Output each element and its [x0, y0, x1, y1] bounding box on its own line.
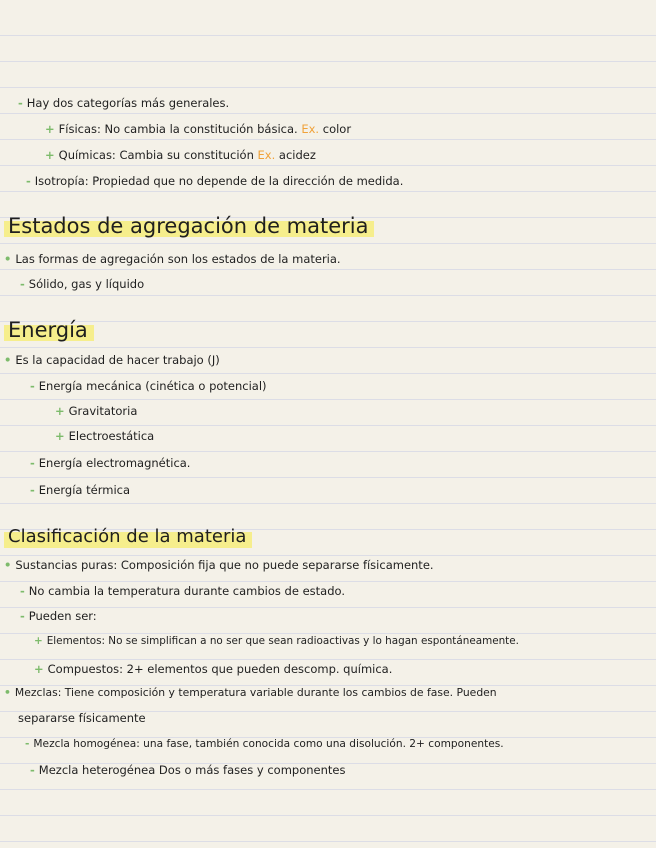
example-marker: Ex.: [301, 122, 320, 136]
note-line-definicion: [4, 352, 220, 368]
dash-bullet: -: [30, 456, 35, 470]
note-line-homogenea: [25, 736, 504, 752]
dash-bullet: -: [30, 379, 35, 393]
heterogenea-text: Mezcla heterogénea Dos o más fases y componentes: [38, 763, 346, 777]
mecanica-text: Energía mecánica (cinética o potencial): [38, 379, 267, 393]
note-line-general: [18, 95, 229, 111]
note-line-mezclas: [4, 685, 497, 701]
quimicas-text: Cambia su constitución: [119, 148, 254, 162]
note-line-no-cambia: [20, 583, 345, 599]
fisicas-label: Físicas:: [58, 122, 101, 136]
dot-bullet: •: [4, 686, 11, 699]
note-line-formas: [4, 251, 341, 267]
heading-energia: Energía: [4, 317, 94, 343]
example-marker: Ex.: [257, 148, 276, 162]
electromagnetica-text: Energía electromagnética.: [38, 456, 191, 470]
dash-bullet: -: [30, 483, 35, 497]
note-line-electroestatica: [55, 428, 154, 444]
mezclas-cont-text: separarse físicamente: [18, 711, 146, 725]
dash-bullet: -: [30, 763, 35, 777]
note-line-isotropia: [26, 173, 403, 189]
dash-bullet: -: [20, 277, 25, 291]
note-line-mecanica: [30, 378, 267, 394]
dash-bullet: -: [20, 584, 25, 598]
plus-bullet: +: [45, 148, 55, 162]
gravitatoria-text: Gravitatoria: [68, 404, 138, 418]
tipos-text: Sólido, gas y líquido: [28, 277, 145, 291]
dot-bullet: •: [4, 252, 12, 266]
quimicas-example: acidez: [278, 148, 316, 162]
pueden-ser-text: Pueden ser:: [28, 609, 97, 623]
dash-bullet: -: [18, 96, 23, 110]
no-cambia-text: No cambia la temperatura durante cambios de estado.: [28, 584, 345, 598]
termica-text: Energía térmica: [38, 483, 131, 497]
homogenea-text: Mezcla homogénea: una fase, también conocida como una disolución. 2+ componentes.: [33, 738, 504, 750]
fisicas-text: No cambia la constitución básica.: [104, 122, 298, 136]
definicion-text: Es la capacidad de hacer trabajo (J): [15, 353, 220, 367]
dot-bullet: •: [4, 353, 12, 367]
compuestos-text: Compuestos: 2+ elementos que pueden descomp. química.: [47, 662, 393, 676]
dot-bullet: •: [4, 558, 12, 572]
note-line-electromagnetica: [30, 455, 190, 471]
quimicas-label: Químicas:: [58, 148, 116, 162]
sustancias-text: Sustancias puras: Composición fija que no puede separarse físicamente.: [15, 558, 434, 572]
dash-bullet: -: [25, 738, 30, 750]
plus-bullet: +: [34, 662, 44, 676]
note-line-quimicas: [45, 147, 316, 163]
heading-clasificacion: Clasificación de la materia: [4, 524, 252, 550]
plus-bullet: +: [55, 404, 65, 418]
fisicas-example: color: [322, 122, 352, 136]
formas-text: Las formas de agregación son los estados de la materia.: [15, 252, 341, 266]
isotropia-text: Isotropía: Propiedad que no depende de la dirección de medida.: [34, 174, 404, 188]
plus-bullet: +: [34, 635, 43, 647]
note-line-elementos: [34, 633, 519, 649]
mezclas-text: Mezclas: Tiene composición y temperatura variable durante los cambios de fase. Pueden: [14, 686, 497, 699]
note-line-pueden-ser: [20, 608, 97, 624]
note-line-fisicas: [45, 121, 351, 137]
electroestatica-text: Electroestática: [68, 429, 155, 443]
dash-bullet: -: [26, 174, 31, 188]
note-line-mezclas-cont: [18, 710, 146, 726]
dash-bullet: -: [20, 609, 25, 623]
note-line-sustancias: [4, 557, 434, 573]
note-line-tipos: [20, 276, 144, 292]
plus-bullet: +: [45, 122, 55, 136]
heading-estados: Estados de agregación de materia: [4, 213, 374, 239]
note-line-gravitatoria: [55, 403, 137, 419]
plus-bullet: +: [55, 429, 65, 443]
note-line-termica: [30, 482, 130, 498]
elementos-text: Elementos: No se simplifican a no ser que sean radioactivas y lo hagan espontáneamente.: [46, 635, 519, 647]
note-line-compuestos: [34, 661, 392, 677]
general-text: Hay dos categorías más generales.: [26, 96, 230, 110]
note-line-heterogenea: [30, 762, 345, 778]
